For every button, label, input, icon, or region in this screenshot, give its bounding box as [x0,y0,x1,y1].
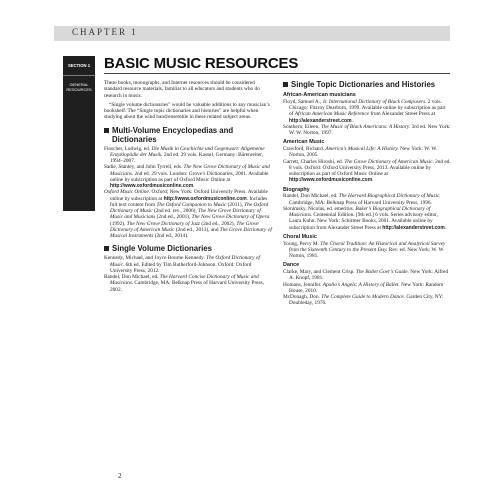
bib-entry: Garrett, Charles Hiroshi, ed. The Grove Dictionary of American Music. 2nd ed. 8 vols. Oxford: Oxford University Press, 2013. Available online by subscription as part of Oxford Music Online at http://www.oxfordmusiconline.com. [283,158,451,184]
chapter-label: CHAPTER 1 [72,27,138,37]
bib-entry: Sadie, Stanley, and John Tyrrell, eds. The New Grove Dictionary of Music and Musicians. 2nd ed. 29 vols. London: Grove’s Dictionaries, 2001. Available online by subscription as part of Oxford Music Online at http://www.oxfordmusiconline.com. [104,164,270,189]
bib-entry: Homans, Jennifer. Apollo’s Angels: A History of Ballet. New York: Random House, 2010. [283,281,444,294]
url-link[interactable]: http://www.oxfordmusiconline.com [110,183,194,189]
intro [104,80,272,121]
sidebar-block [63,56,95,211]
heading-multi-volume [104,126,272,144]
page-title: BASIC MUSIC RESOURCES [104,55,299,72]
bib-entry: Randel, Don Michael, ed. The Harvard Biographical Dictionary of Music. Cambridge, MA: Belknap Press of Harvard University Press, 1996. [283,193,441,206]
subheading: African-American musicians [283,92,356,98]
left-column [104,80,272,293]
bib-entry: Clarke, Mary, and Clement Crisp. The Ballet Goer’s Guide. New York: Alfred A. Knopf, 1981. [283,269,449,282]
bib-entry: McDonagh, Don. The Complete Guide to Modern Dance. Garden City, NY: Doubleday, 1976. [283,294,444,307]
bib-entry: Finscher, Ludwig, ed. Die Musik in Geschichte und Gegenwart: Allgemeine Enzyklopädie der Musik. 2nd ed. 29 vols. Kassel, Germany: Bärenreiter, 1994–2007. [104,145,265,164]
subheading: Biography [283,186,310,193]
bib-entry: Southern, Eileen. The Music of Black Americans: A History. 3rd ed. New York: W. W. Norton, 1997. [283,123,451,136]
bib-entry: Oxford Music Online. Oxford; New York: Oxford University Press. Available online by subscription at http://www.oxfordmusiconline.com. Includes full text content from The Oxford Companion to Music (2011), The Oxford Dictionary of Music (2nd ed. rev., 2006), The New Grove Dictionary of Music and Musicians (2nd ed., 2001), The New Grove Dictionary of Opera (1992), The New Grove Dictionary of Jazz (2nd ed., 2002), The Grove Dictionary of American Music (2nd ed., 2013), and The Grove Dictionary of Musical Instruments (2nd ed., 2014). [104,189,272,239]
square-bullet-icon [104,246,109,251]
sidebar-section-label: SECTION 1 [67,63,91,68]
right-column [283,80,451,307]
bib-entry: Randel, Don Michael, ed. The Harvard Concise Dictionary of Music and Musicians. Cambridge, MA: Belknap Press of Harvard University Press, 2002. [104,274,265,293]
url-link[interactable]: http://alexanderstreet.com [289,117,352,124]
intro-paragraph: These books, monographs, and Internet resources should be considered standard resource materials, familiar to all educators and students who do research in music. [104,80,260,99]
square-bullet-icon [104,128,109,133]
page-number: 2 [118,472,122,480]
bib-entry: Floyd, Samuel A., Jr. International Dictionary of Black Composers. 2 vols. Chicago: Fitzroy Dearborn, 1999. Available online by subscription as part of African American Music Reference from Alexander Street Press at http://alexanderstreet.com. [283,98,446,124]
sidebar-general-label: GENERAL RESOURCES [66,82,92,92]
subheading: Dance [283,262,300,269]
url-link[interactable]: http://www.oxfordmusiconline.com [289,177,373,184]
intro-paragraph: “Single volume dictionaries” would be valuable additions to any musician’s bookshelf. The “Single topic dictionaries and histories” are helpful when studying about the wind band/ensemble in these related subject areas. [104,101,270,121]
square-bullet-icon [283,82,288,87]
bib-entry: Slonimsky, Nicolas, ed. emeritus. Baker’s Biographical Dictionary of Musicians. Centennial Edition. [9th ed.] 6 vols. Series advisory editor, Laura Kuhn. New York: Schirmer Books, 2001. Available online by subscription from Alexander Street Press at http://alexanderstreet.com. [283,205,447,231]
heading-text: Single Volume Dictionaries [112,244,212,254]
subheading: American Music [283,139,325,146]
bib-entry: Kennedy, Michael, and Joyce Bourne Kennedy. The Oxford Dictionary of Music. 6th ed. Edited by Tim Rutherford-Johnson. Oxford: Oxford University Press, 2012. [104,255,260,274]
subheading: Choral Music [283,233,317,240]
url-link[interactable]: http://www.oxfordmusiconline.com [163,195,247,202]
heading-single-volume [104,244,272,253]
heading-text: Single Topic Dictionaries and Histories [291,80,436,89]
sidebar-divider [63,75,95,76]
url-link[interactable]: http://alexanderstreet.com [382,224,445,231]
bib-entry: Young, Percy M. The Choral Tradition: An Historical and Analytical Survey from the Sixteenth Century to the Present Day. Rev. ed. New York: W. W. Norton, 1981. [283,240,446,259]
title-rule [104,73,450,74]
bib-entry: Crawford, Richard. America’s Musical Life: A History. New York: W. W. Norton, 2005. [283,146,438,159]
heading-single-topic [283,80,451,89]
heading-text: Multi-Volume Encyclopedias and Dictionaries [112,125,234,144]
